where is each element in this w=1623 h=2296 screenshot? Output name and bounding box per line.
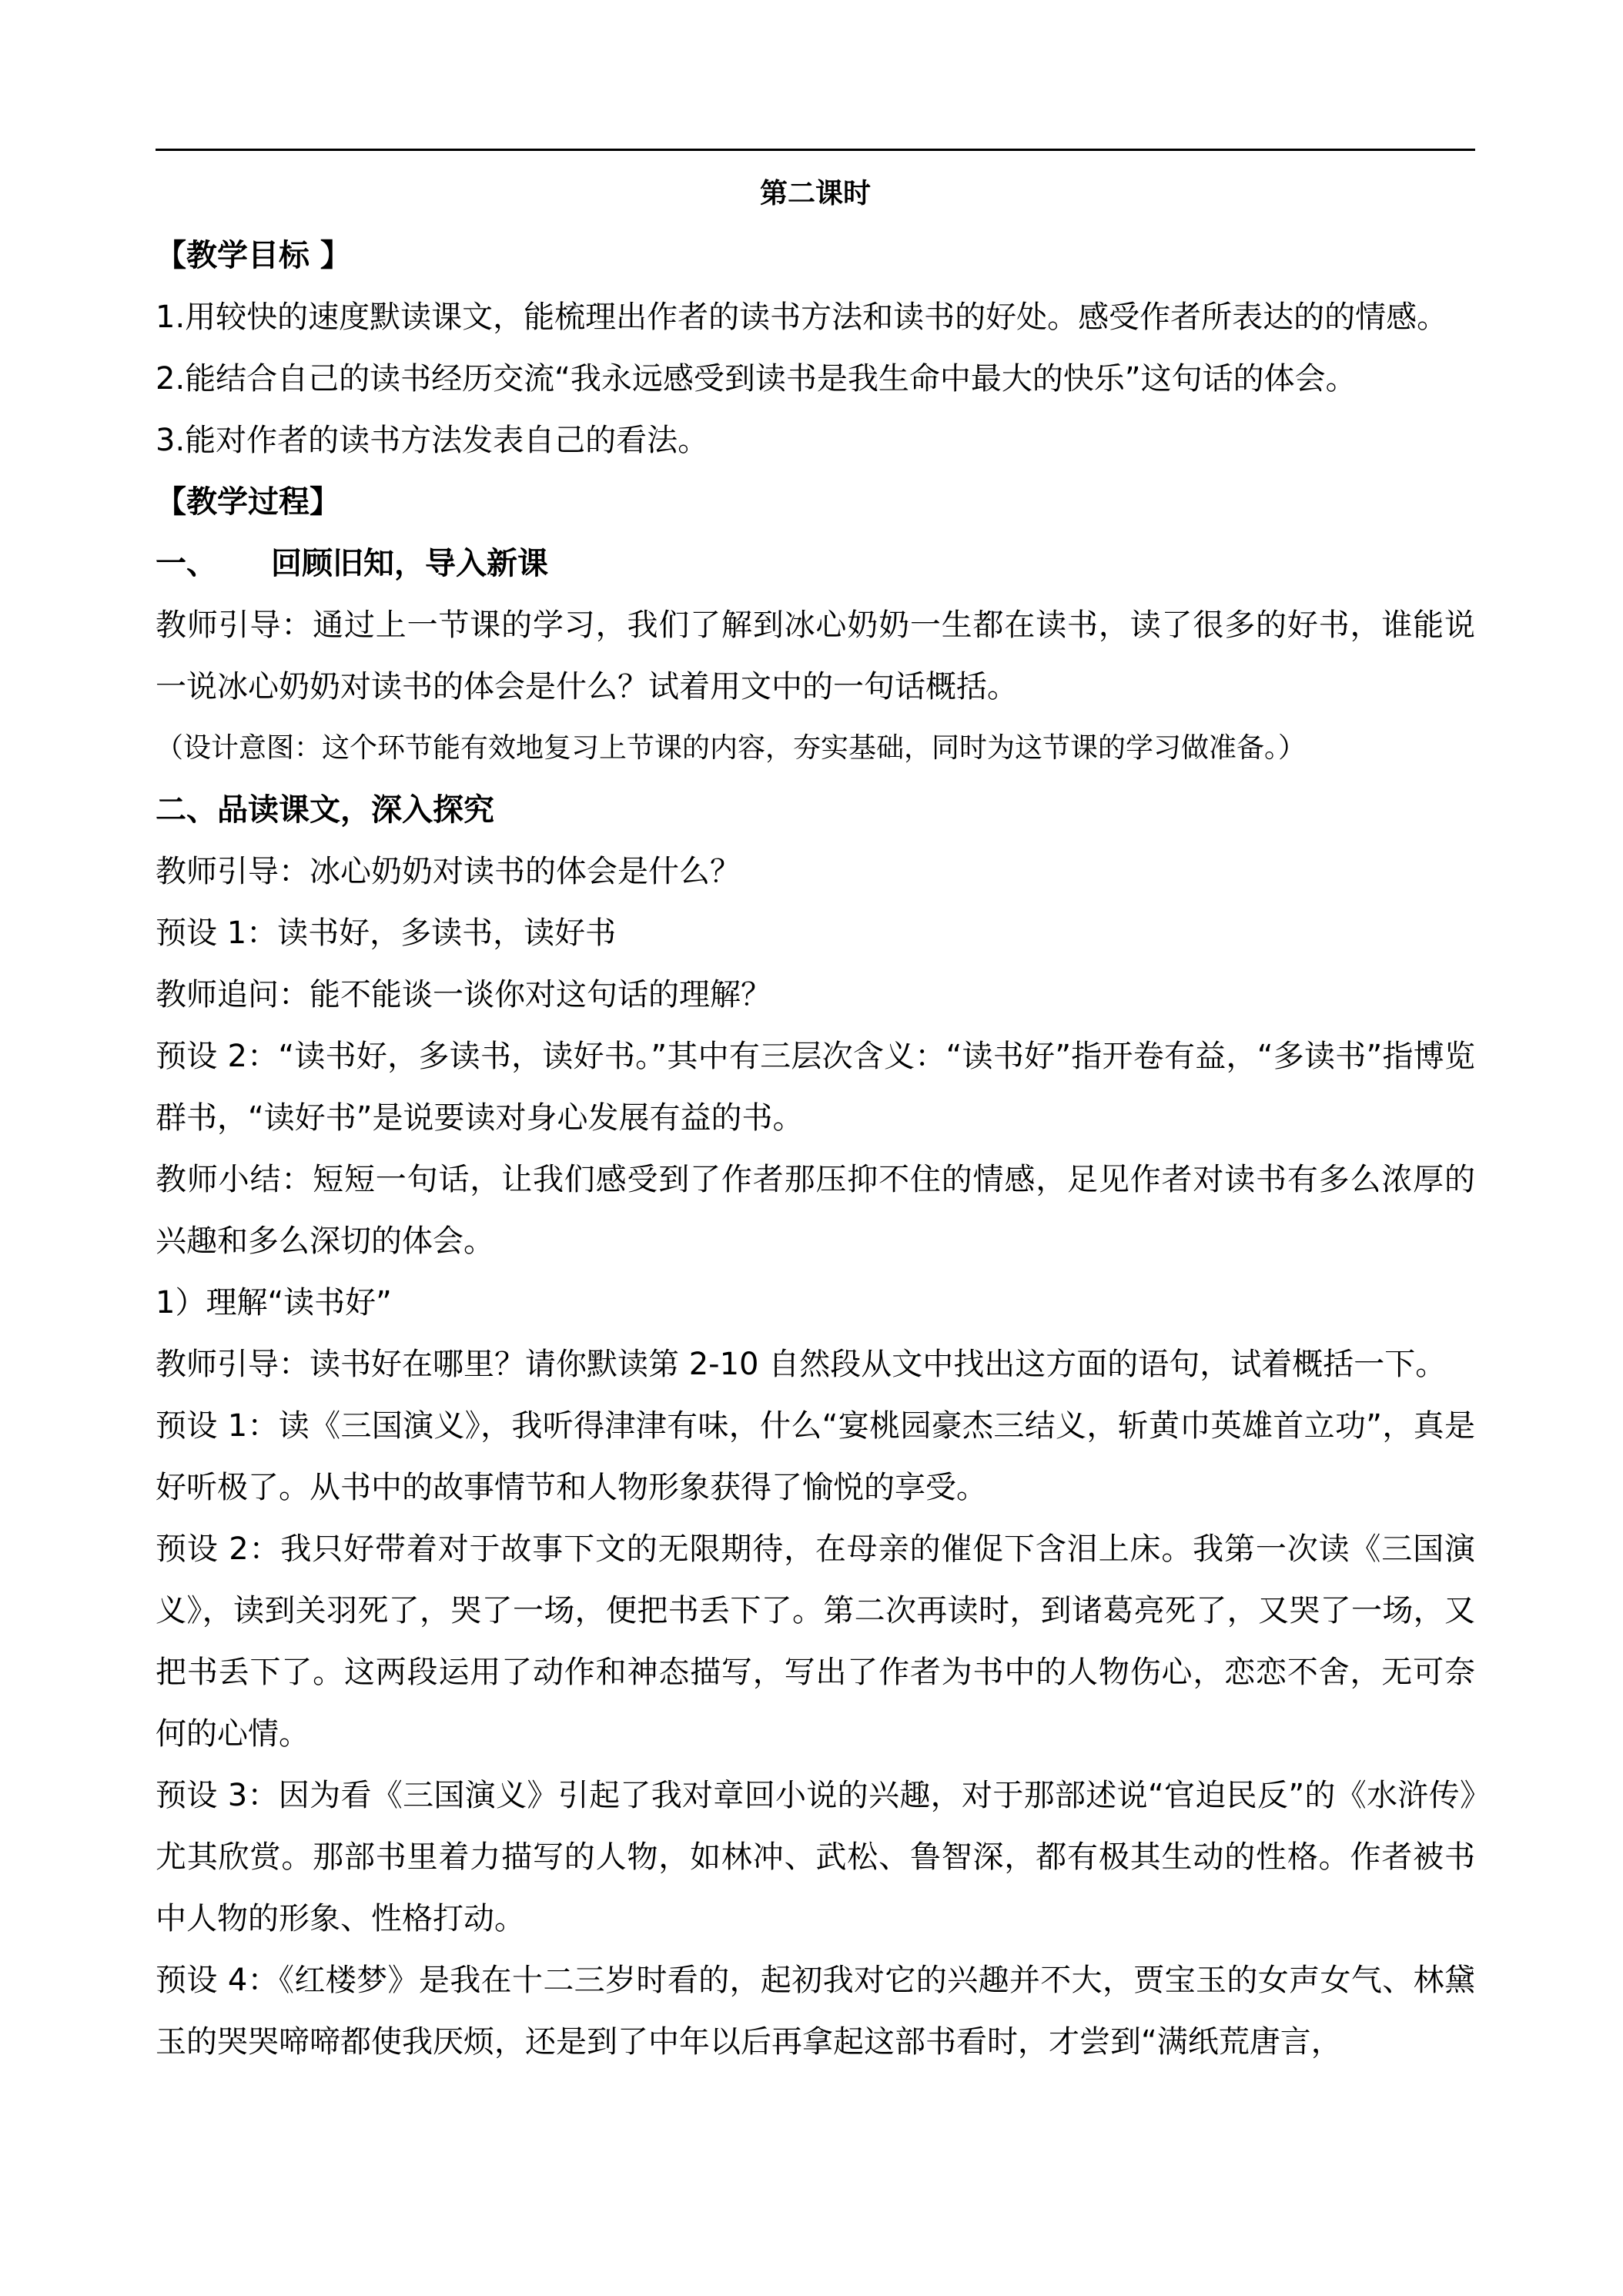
section-heading: 二、品读课文，深入探究 <box>156 792 494 828</box>
paragraph: 预设 3：因为看《三国演义》引起了我对章回小说的兴趣，对于那部述说“官迫民反”的《水浒传》尤其欣赏。那部书里着力描写的人物，如林冲、武松、鲁智深，都有极其生动的性格。作者被书中人物的形象、性格打动。 <box>156 1778 1475 1936</box>
paragraph: 教师引导：冰心奶奶对读书的体会是什么？ <box>156 854 741 889</box>
process-heading: 【教学过程】 <box>156 484 340 520</box>
document-body <box>156 163 1475 2073</box>
paragraph: 教师小结：短短一句话，让我们感受到了作者那压抑不住的情感，足见作者对读书有多么浓厚的兴趣和多么深切的体会。 <box>156 1162 1475 1259</box>
section-number: 一、 <box>156 546 217 581</box>
paragraph: 预设 1：读《三国演义》，我听得津津有味，什么“宴桃园豪杰三结义，斩黄巾英雄首立功”，真是好听极了。从书中的故事情节和人物形象获得了愉悦的享受。 <box>156 1408 1475 1505</box>
section-title: 回顾旧知，导入新课 <box>271 546 548 581</box>
section-heading <box>156 533 1475 594</box>
goals-heading: 【教学目标 】 <box>156 238 351 273</box>
paragraph: 预设 2：我只好带着对于故事下文的无限期待，在母亲的催促下含泪上床。我第一次读《三国演义》，读到关羽死了，哭了一场，便把书丢下了。第二次再读时，到诸葛亮死了，又哭了一场，又把书丢下了。这两段运用了动作和神态描写，写出了作者为书中的人物伤心，恋恋不舍，无可奈何的心情。 <box>156 1531 1475 1752</box>
subsection-heading: 1）理解“读书好” <box>156 1285 392 1320</box>
header-rule <box>156 149 1475 151</box>
goal-item: 2.能结合自己的读书经历交流“我永远感受到读书是我生命中最大的快乐”这句话的体会。 <box>156 361 1357 397</box>
lesson-title: 第二课时 <box>759 178 871 209</box>
paragraph: 教师引导：读书好在哪里？请你默读第 2-10 自然段从文中找出这方面的语句，试着概括一下。 <box>156 1347 1447 1382</box>
paragraph: 教师追问：能不能谈一谈你对这句话的理解？ <box>156 977 771 1012</box>
design-note: （设计意图：这个环节能有效地复习上节课的内容，夯实基础，同时为这节课的学习做准备。） <box>156 732 1307 764</box>
paragraph: 教师引导：通过上一节课的学习，我们了解到冰心奶奶一生都在读书，读了很多的好书，谁能说一说冰心奶奶对读书的体会是什么？试着用文中的一句话概括。 <box>156 607 1475 705</box>
goal-item: 1.用较快的速度默读课文，能梳理出作者的读书方法和读书的好处。感受作者所表达的的情感。 <box>156 300 1448 335</box>
paragraph: 预设 4：《红楼梦》是我在十二三岁时看的，起初我对它的兴趣并不大，贾宝玉的女声女气、林黛玉的哭哭啼啼都使我厌烦，还是到了中年以后再拿起这部书看时，才尝到“满纸荒唐言， <box>156 1963 1475 2060</box>
paragraph: 预设 2：“读书好，多读书，读好书。”其中有三层次含义：“读书好”指开卷有益，“多读书”指博览群书，“读好书”是说要读对身心发展有益的书。 <box>156 1039 1475 1136</box>
goal-item: 3.能对作者的读书方法发表自己的看法。 <box>156 423 709 458</box>
paragraph: 预设 1：读书好，多读书，读好书 <box>156 915 617 951</box>
